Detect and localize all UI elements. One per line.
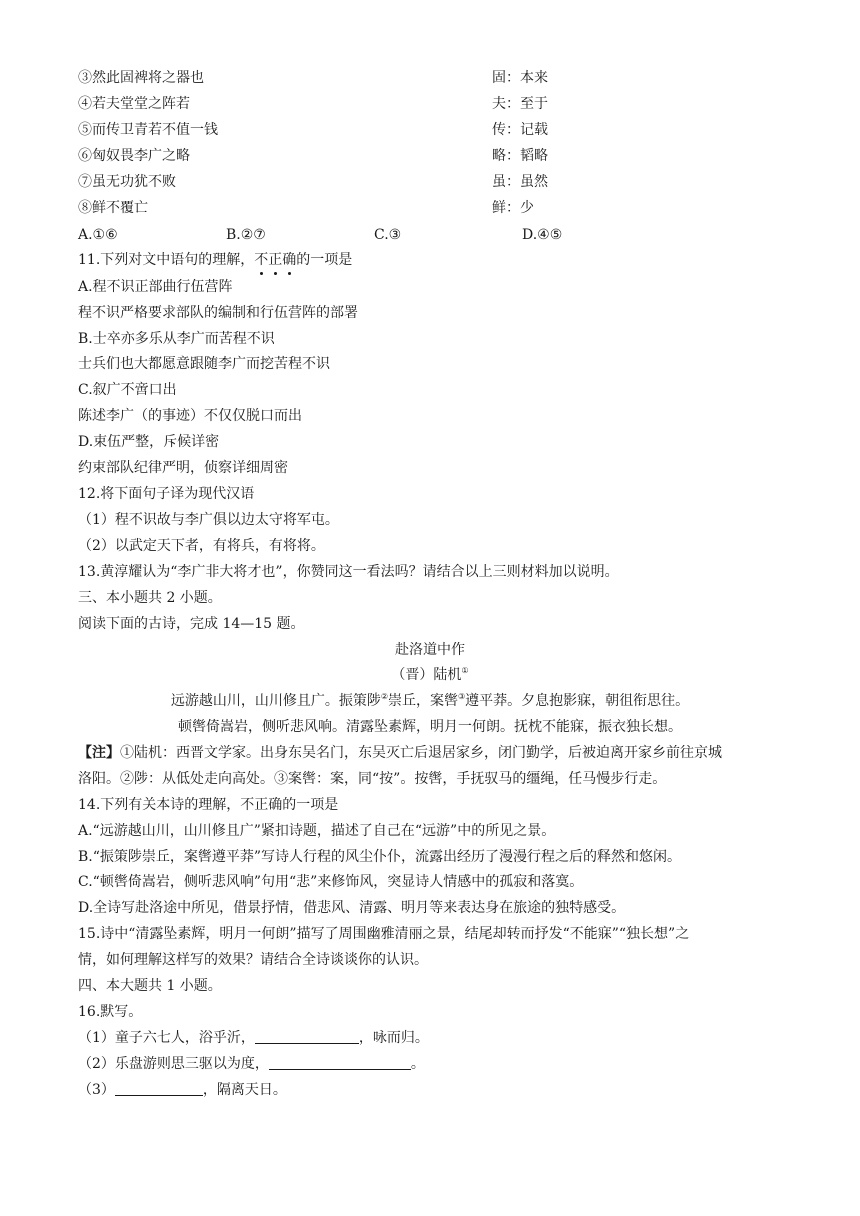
q11-item: 士兵们也大都愿意跟随李广而挖苦程不识: [78, 356, 330, 372]
q12-stem: 12.将下面句子译为现代汉语: [78, 486, 255, 502]
q16-text: （1）童子六七人，浴乎沂，: [78, 1030, 255, 1046]
q10-options: [78, 226, 783, 244]
q16-text: 。: [410, 1056, 425, 1072]
note-line-2: 洛阳。②陟：从低处走向高处。③案辔：案，同“按”。按辔，手抚驭马的缰绳，任马慢步行走。: [78, 771, 667, 787]
q16-item-2: [78, 1055, 783, 1073]
q11-item: D.束伍严整，斥候详密: [78, 434, 220, 450]
q16-text: （3）: [78, 1082, 115, 1098]
vocab-phrase: ③然此固裨将之器也: [78, 70, 204, 86]
answer-blank[interactable]: [115, 1081, 203, 1096]
q11-item: 陈述李广（的事迹）不仅仅脱口而出: [78, 408, 302, 424]
note-line-1: [78, 744, 783, 762]
q11-stem-pre: 11.下列对文中语句的理解，: [78, 252, 255, 268]
q12-item: （2）以武定天下者，有将兵，有将将。: [78, 538, 325, 554]
vocab-gloss: 鲜：少: [492, 200, 534, 216]
q14-option-d: D.全诗写赴洛途中所见，借景抒情，借悲风、清露、明月等来表达身在旅途的独特感受。: [78, 900, 626, 916]
section-4-heading: 四、本大题共 1 小题。: [78, 978, 222, 994]
vocab-phrase: ④若夫堂堂之阵若: [78, 96, 190, 112]
vocab-gloss: 传：记载: [492, 122, 548, 138]
q11-item: A.程不识正部曲行伍营阵: [78, 279, 233, 295]
section-3-heading: 三、本小题共 2 小题。: [78, 590, 222, 606]
footnote-mark: ②: [380, 692, 388, 701]
q12-item: （1）程不识故与李广俱以边太守将军屯。: [78, 512, 339, 528]
footnote-mark: ①: [461, 666, 469, 675]
q15-line-2: 情，如何理解这样写的效果？请结合全诗谈谈你的认识。: [78, 952, 428, 968]
vocab-item-5: [78, 121, 783, 139]
reading-instruction: 阅读下面的古诗，完成 14—15 题。: [78, 616, 305, 632]
q16-text: （2）乐盘游则思三驱以为度，: [78, 1056, 269, 1072]
poem-text: 遵平莽。夕息抱影寐，朝徂衔思往。: [465, 693, 690, 709]
q16-item-3: [78, 1081, 783, 1099]
footnote-mark: ③: [458, 692, 466, 701]
vocab-gloss: 虽：虽然: [492, 174, 548, 190]
q13-stem: 13.黄淳耀认为“李广非大将才也”，你赞同这一看法吗？请结合以上三则材料加以说明。: [78, 564, 619, 580]
vocab-item-6: [78, 147, 783, 165]
vocab-item-3: [78, 69, 783, 87]
q11-item: 程不识严格要求部队的编制和行伍营阵的部署: [78, 305, 358, 321]
vocab-gloss: 固：本来: [492, 70, 548, 86]
q15-line-1: 15.诗中“清露坠素辉，明月一何朗”描写了周围幽雅清丽之景，结尾却转而抒发“不能寐”“独长想”之: [78, 926, 690, 942]
poem-author-name: （晋）陆机: [391, 667, 462, 683]
q11-item: B.士卒亦多乐从李广而苦程不识: [78, 331, 275, 347]
vocab-phrase: ⑧鲜不覆亡: [78, 200, 148, 216]
poem-line-2: 顿辔倚嵩岩，侧听悲风响。清露坠素辉，明月一何朗。抚枕不能寐，振衣独长想。: [178, 719, 682, 735]
q11-stem-post: 的一项是: [296, 252, 353, 268]
option-c: C.③: [374, 227, 402, 243]
q16-item-1: [78, 1029, 783, 1047]
q16-text: ，隔离天日。: [202, 1082, 287, 1098]
q16-stem: 16.默写。: [78, 1004, 143, 1020]
vocab-item-7: [78, 173, 783, 191]
vocab-item-4: [78, 95, 783, 113]
vocab-gloss: 略：韬略: [492, 148, 548, 164]
q14-stem: 14.下列有关本诗的理解，不正确的一项是: [78, 797, 339, 813]
q11-item: 约束部队纪律严明，侦察详细周密: [78, 460, 288, 476]
q16-text: ，咏而归。: [358, 1030, 429, 1046]
option-d: D.④⑤: [522, 227, 563, 243]
answer-blank[interactable]: [255, 1029, 359, 1044]
q14-option-c: C.“顿辔倚嵩岩，侧听悲风响”句用“悲”来修饰风，突显诗人情感中的孤寂和落寞。: [78, 874, 584, 890]
vocab-phrase: ⑥匈奴畏李广之略: [78, 148, 190, 164]
answer-blank[interactable]: [269, 1055, 411, 1070]
q11-item: C.叙广不啻口出: [78, 382, 177, 398]
option-b: B.②⑦: [226, 227, 266, 243]
poem-author: [0, 666, 860, 684]
vocab-item-8: [78, 199, 783, 217]
emph-char: 不: [254, 252, 269, 268]
vocab-gloss: 夫：至于: [492, 96, 548, 112]
note-text: ①陆机：西晋文学家。出身东吴名门，东吴灭亡后退居家乡，闭门勤学，后被迫离开家乡前往京城: [120, 745, 722, 761]
option-a: A.①⑥: [78, 227, 118, 243]
poem-text: 崇丘，案辔: [388, 693, 458, 709]
poem-line-1: [0, 692, 860, 710]
poem-title: 赴洛道中作: [395, 642, 465, 658]
q14-option-a: A.“远游越山川，山川修且广”紧扣诗题，描述了自己在“远游”中的所见之景。: [78, 823, 556, 839]
emph-char: 正: [268, 252, 283, 268]
q14-option-b: B.“振策陟崇丘，案辔遵平莽”写诗人行程的风尘仆仆，流露出经历了漫漫行程之后的释然和悠闲。: [78, 849, 682, 865]
q11-stem: [78, 251, 783, 269]
emph-char: 确: [282, 252, 297, 268]
vocab-phrase: ⑦虽无功犹不败: [78, 174, 176, 190]
poem-text: 远游越山川，山川修且广。振策陟: [170, 693, 381, 709]
note-label: 【注】: [78, 745, 120, 761]
vocab-phrase: ⑤而传卫青若不值一钱: [78, 122, 218, 138]
